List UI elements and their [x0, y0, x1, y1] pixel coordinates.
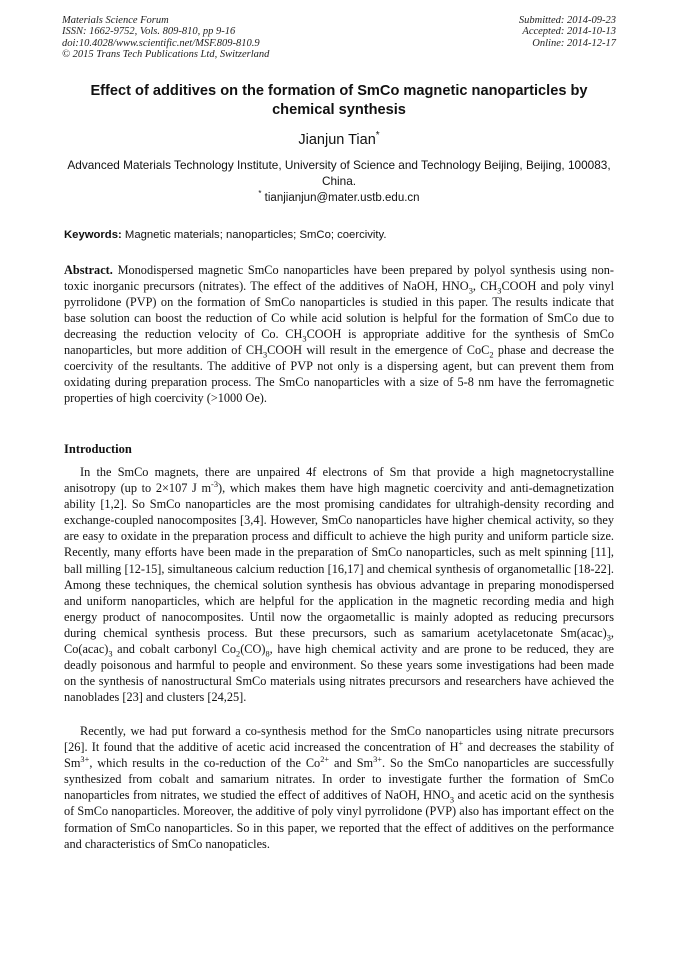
copyright-line: © 2015 Trans Tech Publications Ltd, Switzerland: [62, 49, 270, 61]
email-address[interactable]: tianjianjun@mater.ustb.edu.cn: [264, 192, 420, 204]
author-name: Jianjun Tian: [298, 132, 376, 148]
author: [60, 132, 618, 148]
accepted-date: Accepted: 2014-10-13: [522, 26, 616, 38]
introduction-paragraph-1: In the SmCo magnets, there are unpaired 4f electrons of Sm that provide a high magnetocrystalline anisotropy (up to 2×107 J $m^{-3}$), which makes them have high magnetic coercivity and anti-demagnetization ability [1,2]. So SmCo nanoparticles are the most promising candidates for ultrahigh-density recording and exchange-coupled nanocomposites [3,4]. However, SmCo nanoparticles have higher chemical activity, so they are easy to oxidate in the preparation process and difficult to achieve the high purity and uniform particle size. Recently, many efforts have been made in the preparation of SmCo nanoparticles, such as melt spinning [11], ball milling [12-15], simultaneous calcium reduction [16,17] and chemical synthesis of organometallic [18-22]. Among these techniques, the chemical solution synthesis has obvious advantage in preparing monodispersed and uniform nanoparticles, which are helpful for the application in the magnetic recording media and high energy product of nanocomposites. Until now the orgaometallic is mainly adopted as reducing precursors during chemical synthesis process. But these precursors, such as samarium acetylacetonate $Sm(acac)_3$, $Co(acac)_3$ and cobalt carbonyl $Co_2(CO)_8$, have high chemical activity and are prone to be reduced, they are deadly poisonous and harmful to people and environment. So these years some investigations had been made on the synthesis of nanostructural SmCo materials using nitrates precursors and researchers have achieved the nanoblades [23] and clusters [24,25].: [64, 465, 615, 705]
journal-info: [62, 15, 269, 61]
author-mark: *: [375, 130, 380, 142]
email-line: [62, 189, 616, 204]
keywords: [64, 229, 614, 241]
keywords-text: Magnetic materials; nanoparticles; SmCo; coercivity.: [124, 229, 387, 241]
abstract: Abstract. Monodispersed magnetic SmCo nanoparticles have been prepared by polyol synthesis using non-toxic inorganic precursors (nitrates). The effect of the additives of NaOH, $HNO_3$, $CH_3COOH$ and poly vinyl pyrrolidone (PVP) on the formation of SmCo nanoparticles is studied in this paper. The results indicate that base solution can boost the reduction of Co while acid solution is helpful for the formation of SmCo due to decreasing the reduction velocity of Co. $CH_3COOH$ is appropriate additive for the synthesis of SmCo nanoparticles, but more addition of $CH_3COOH$ will result in the emergence of CoC$_2$ phase and decrease the coercivity of the resultants. The additive of PVP not only is a dispersing agent, but can prevent them from oxidating during preparation process. The SmCo nanoparticles with a size of 5-8 nm have the ferromagnetic properties of high coercivity (>1000 Oe).: [64, 263, 614, 405]
issn-line: ISSN: 1662-9752, Vols. 809-810, pp 9-16: [62, 26, 236, 38]
email-mark: *: [258, 189, 262, 199]
submitted-date: Submitted: 2014-09-23: [518, 15, 616, 26]
journal-name: Materials Science Forum: [62, 15, 169, 26]
online-date: Online: 2014-12-17: [532, 37, 616, 49]
keywords-label: Keywords:: [64, 229, 122, 241]
affiliation: Advanced Materials Technology Institute, University of Science and Technology Beijing, Beijing, 100083, China.: [67, 158, 611, 188]
abstract-label: Abstract.: [64, 263, 113, 277]
paper-title: Effect of additives on the formation of SmCo magnetic nanoparticles by chemical synthesis: [90, 83, 588, 118]
doi-line: doi:10.4028/www.scientific.net/MSF.809-810.9: [62, 37, 260, 49]
introduction-paragraph-2: Recently, we had put forward a co-synthesis method for the SmCo nanoparticles using nitrate precursors [26]. It found that the additive of acetic acid increased the concentration of H+ and decreases the stability of $Sm^{3+}$, which results in the co-reduction of the $Co^{2+}$ and $Sm^{3+}$. So the SmCo nanoparticles are successfully synthesized from cobalt and samarium nitrates. In order to investigate further the formation of SmCo nanoparticles from nitrates, we studied the effect of additives of NaOH, $HNO_3$ and acetic acid on the synthesis of SmCo nanoparticles. Moreover, the additive of poly vinyl pyrrolidone (PVP) also has important effect on the formation of SmCo nanoparticles. So in this paper, we reported that the effect of additives on the performance and characteristics of SmCo nanopaticles.: [64, 724, 615, 851]
introduction-heading: Introduction: [64, 442, 132, 456]
submission-dates: [519, 15, 616, 49]
